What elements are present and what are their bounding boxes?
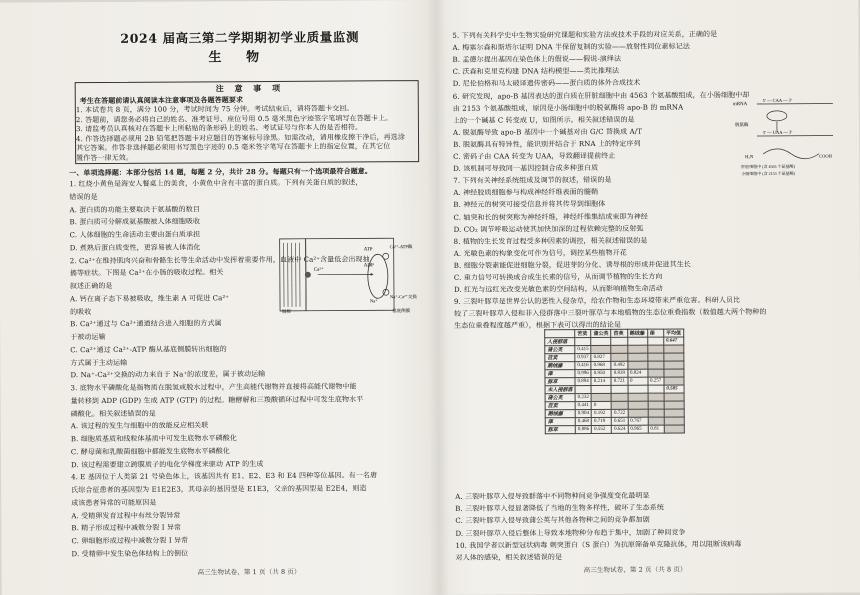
question-line: B. 细胞质基质和线粒体基质中可发生底物水平磷酸化	[70, 434, 237, 444]
figure-label: H₂N	[745, 154, 754, 160]
exam-title: 2024 届高三第二学期期初学业质量监测	[120, 29, 360, 46]
left-page	[68, 0, 424, 595]
figure-label: ATP	[363, 247, 373, 253]
table-cell	[611, 401, 627, 409]
table-cell	[628, 393, 648, 401]
figure-label: Ca²⁺	[313, 267, 324, 273]
figure-label: mRNA	[732, 102, 748, 108]
table-cell	[591, 385, 611, 393]
table-cell	[628, 401, 648, 409]
question-line: 9. 三裂叶豚草是世界公认的恶性入侵杂草，给农作物和生态环境带来严重危害。科研人员比	[453, 296, 741, 307]
page-footer-left: 高三生物试卷，第 1 页（共 8 页）	[197, 567, 301, 577]
figure-label: 小肠细胞中 (含 2153 个氨基酸)	[741, 170, 795, 177]
calcium-channel	[305, 272, 311, 278]
table-cell	[591, 337, 611, 345]
notice-item: 置作答一律无效。	[76, 153, 133, 163]
question-line: D. 红光与远红光改变光敏色素的空间结构，从而影响植物生命活动	[453, 284, 663, 294]
table-cell: 蒲公英	[545, 394, 575, 402]
question-line: D. Na⁺-Ca²⁺交换的动力来自于 Na⁺的浓度差，属于被动运输	[70, 370, 266, 380]
table-cell	[591, 393, 611, 401]
table-cell	[611, 353, 627, 361]
table-cell	[664, 345, 684, 353]
table-cell	[648, 417, 664, 425]
question-line: 1. 红烧小黄鱼是海安人餐桌上的美食，小黄鱼中含有丰富的蛋白质。下列有关蛋白质的叙述，	[69, 178, 363, 189]
table-cell	[611, 393, 627, 401]
question-line: C. 轴突和长的树突称为神经纤维，神经纤维集结成束即为神经	[453, 212, 648, 222]
notice-item: 4. 作答选择题必须用 2B 铅笔把答题卡对应题目的答案标号涂黑。如需改动，请用橡皮擦干净后，再选涂	[75, 132, 405, 143]
question-line: C. 沃森和克里克构建 DNA 结构模型——类比推理法	[452, 67, 620, 77]
table-cell	[648, 393, 664, 401]
table-row	[545, 425, 684, 434]
question-line: 磷酸化。相关叙述错误的是	[70, 409, 156, 418]
polypeptide-chain	[763, 149, 819, 159]
right-page	[452, 0, 840, 595]
table-cell: 0	[591, 401, 611, 409]
table-cell: 未入侵群落	[545, 386, 575, 394]
question-line: A. 受精卵发育过程中有丝分裂异常	[71, 511, 181, 520]
question-line: A. 三裂叶豚草入侵导致群落中不同物种间竞争强度变化最明显	[455, 491, 650, 501]
table-cell: 0.886	[575, 426, 591, 434]
table-cell: 0.894	[575, 378, 591, 386]
table-cell: 0.585	[664, 385, 684, 393]
table-cell: 豚草	[545, 378, 575, 386]
table-cell	[627, 337, 647, 345]
table-cell	[648, 385, 664, 393]
question-line: C. 三裂叶豚草入侵导致蒲公英与其他各物种之间的竞争都加剧	[455, 516, 650, 526]
notice-subheading: 考生在答题前请认真阅读本注意事项及各题答题要求	[79, 95, 244, 106]
table-cell: 0.647	[664, 337, 684, 345]
question-line: C. 卵细胞形成过程中减数分裂 I 异常	[71, 536, 189, 546]
table-cell	[664, 377, 684, 385]
table-header-cell: 蒲公英	[591, 329, 611, 337]
figure-label: Na⁺-Ca²⁺交换	[389, 294, 417, 300]
figure-label: 5' — CAA — 3'	[762, 97, 792, 103]
question-line: B. 三裂叶豚草入侵显著降低了当地的生物多样性，破坏了生态系统	[455, 503, 665, 514]
question-line: 于被动运输	[70, 332, 106, 342]
question-line: 7. 下列有关神经系统组成及调节的叙述，错误的是	[453, 176, 612, 186]
table-cell: 0	[628, 377, 648, 385]
figure-label: 基底侧膜	[392, 308, 411, 314]
page-fold	[426, 0, 450, 595]
notice-item: 3. 请监考员认真核对在答题卡上所粘贴的条形码上的姓名、考试证号与你本人的是否相符。	[75, 123, 363, 134]
table-cell: 蒲公英	[545, 346, 575, 354]
question-line: 由 2153 个氨基酸组成，原因是小肠细胞中的脱氨酶将 apo-B 的 mRNA	[452, 103, 684, 113]
table-header-cell: 平均值	[663, 329, 683, 337]
notice-item: 1. 本试卷共 8 页，满分 100 分，考试时间为 75 分钟。考试结束后，请将答题卡交回。	[75, 104, 354, 115]
question-line: B. Ca²⁺通过与 Ca²⁺通道结合进入细胞的方式属	[70, 319, 222, 329]
table-header-cell: 苣荬	[611, 329, 627, 337]
question-line: 较了三裂叶豚草入侵和非入侵群落中三裂叶豚草与本地植物的生态位重叠指数（数值越大两个物种的	[454, 308, 767, 319]
table-cell	[647, 345, 663, 353]
question-line: D. 受精卵中发生染色体结构上的倒位	[71, 549, 189, 558]
figure-label: 脱氨酶	[734, 122, 749, 128]
notice-box	[75, 80, 419, 164]
question-line: 成该患者异常的可能原因是	[71, 498, 157, 507]
table-cell	[591, 345, 611, 353]
question-line: B. 细胞分裂素能促进细胞分裂，促进芽的分化、诱导根的形成并促进其生长	[453, 260, 691, 270]
table-cell	[611, 385, 627, 393]
table-cell: 豚草	[545, 426, 575, 434]
table-cell	[575, 386, 591, 394]
figure-label: Na⁺	[369, 298, 378, 304]
question-line: 叙述正确的是	[69, 281, 113, 291]
table-header-cell	[545, 330, 575, 338]
question-line: A. 神经胶质细胞参与构成神经纤维表面的髓鞘	[453, 188, 599, 198]
table-cell: 0.968	[591, 361, 611, 369]
question-line: 10. 我国学者以新型冠状病毒 刺突蛋白（S 蛋白）为抗原筛备单克隆抗体，用以阻断该病毒	[455, 539, 742, 550]
question-line: D. 该过程需要建立跨膜质子的电化学梯度来驱动 ATP 的生成	[70, 459, 264, 469]
table-cell: 0.824	[627, 369, 647, 377]
table-cell: 0.232	[575, 394, 591, 402]
question-line: 对人体的感染，相关叙述错误的是	[455, 553, 563, 562]
table-cell	[648, 409, 664, 417]
section-one-heading: 一、单项选择题：本部分包括 14 题，每题 2 分，共计 28 分。每题只有一个选项最符合题意。	[69, 166, 373, 178]
niche-overlap-table	[544, 328, 684, 434]
table-cell: 0.950	[591, 369, 611, 377]
question-line: B. 神经元的树突可接受信息并将其传导到细胞体	[453, 200, 606, 210]
table-cell: 0.415	[575, 346, 591, 354]
figure-label: 5' — UAA — 3'	[762, 129, 793, 135]
table-cell: 0.719	[591, 417, 611, 425]
question-line: D. 尼伦伯格和马太破译遗传密码——蛋白质的体外合成技术	[452, 79, 641, 89]
question-line: 量转移到 ADP (GDP) 生成 ATP (GTP) 的过程。糖酵解和三羧酸循环过程中可发生底物水平	[70, 395, 364, 405]
table-cell: 入侵群落	[545, 338, 575, 346]
question-line: 6. 研究发现，apo-B 基因表达的蛋白质在肝脏细胞中由 4563 个氨基酸组成，在小肠细胞中却	[452, 90, 750, 101]
table-cell	[627, 353, 647, 361]
question-line: 错误的是	[69, 192, 98, 201]
table-cell: 0.722	[611, 409, 627, 417]
table-cell: 苣荬	[545, 354, 575, 362]
basolateral-membrane	[368, 254, 388, 298]
table-cell: 0.651	[612, 417, 628, 425]
table-cell: 0.416	[575, 362, 591, 370]
question-line: B. 蛋白质可分解成氨基酸被人体细胞吸收	[69, 217, 201, 227]
question-line: A. 梅塞尔森和斯塔尔证明 DNA 半保留复制的实验——放射性同位素标记法	[452, 42, 690, 52]
subject-title: 生 物	[208, 49, 270, 66]
question-line: A. 蛋白质的功能主要取决于氨基酸的数目	[69, 204, 200, 214]
question-line: 2. Ca²⁺在维持肌肉兴奋和骨骼生长等生命活动中发挥着重要作用，血液中 Ca²⁺含量低会出现抽	[69, 254, 370, 265]
table-header-cell: 鹅绒藤	[627, 329, 647, 337]
question-line: D. 煮熟后蛋白质变性，更容易被人体消化	[69, 243, 201, 252]
table-cell	[664, 393, 684, 401]
table-cell: 鹅绒藤	[545, 362, 575, 370]
question-line: 上的一个碱基 C 转变成 U，如图所示。相关叙述错误的是	[452, 115, 635, 125]
question-line: 5. 下列有关科学史中生物实验研究课题和实验方法或技术手段的对应关系，正确的是	[452, 30, 718, 40]
figure-label: 肠腔	[282, 308, 292, 314]
question-line: 8. 植物的生长发育过程受多种因素的调控，相关叙述错误的是	[453, 236, 648, 246]
table-cell	[627, 361, 647, 369]
page-footer-right: 高三生物试卷，第 2 页（共 8 页）	[583, 565, 687, 575]
question-line: C. 人体细胞的生命活动主要由蛋白质承担	[69, 230, 201, 240]
table-cell	[628, 385, 648, 393]
table-cell	[628, 409, 648, 417]
table-cell: 葎	[545, 418, 575, 426]
table-cell: 0.624	[612, 425, 628, 433]
question-line: A. 脱氨酶导致 apo-B 基因中一个碱基对由 G/C 替换成 A/T	[452, 127, 642, 137]
table-cell: 0.721	[611, 377, 627, 385]
calcium-absorption-figure	[278, 236, 420, 315]
table-cell	[664, 361, 684, 369]
table-cell	[647, 353, 663, 361]
question-line: 搐等症状。下图是 Ca²⁺在小肠的吸收过程。相关	[69, 268, 224, 278]
table-cell: 0.81	[648, 425, 664, 433]
table-cell	[664, 425, 684, 433]
table-header-cell: 苦荬	[575, 330, 591, 338]
table-cell: 0.492	[611, 361, 627, 369]
table-cell	[664, 417, 684, 425]
question-line: D. CO₂ 调节呼吸运动使其加快加深的过程依赖完整的反射弧	[453, 224, 644, 234]
question-line: C. 酵母菌和乳酸菌细胞中都能发生底物水平磷酸化	[70, 446, 230, 456]
figure-label: Ca²⁺-ATP酶	[389, 244, 413, 250]
question-line: B. 孟德尔提出基因在染色体上的假说——假说-演绎法	[452, 55, 622, 65]
table-cell	[647, 369, 663, 377]
table-cell: 0.904	[575, 410, 591, 418]
table-cell	[664, 409, 684, 417]
question-line: D. 三裂叶豚草入侵后整体上导致本地物种分布趋于集中，加剧了种间竞争	[455, 528, 686, 538]
table-cell: 葎	[545, 370, 575, 378]
table-header-cell: 葎	[647, 329, 663, 337]
table-cell: 0.839	[611, 369, 627, 377]
calcium-atpase	[383, 253, 389, 259]
notice-item: 2. 答题前，请您务必将自己的姓名、准考证号、座位号用 0.5 毫米黑色字迹签字笔填写在答题卡上。	[75, 113, 393, 124]
question-line: D. 该机制可导致同一基因控制合成多种蛋白质	[453, 164, 599, 173]
mrna-editing-figure	[733, 96, 837, 179]
question-line: 氏综合征患者的基因型为 E1E2E3，其母亲的基因型是 E1E3，父亲的基因型是 E2E4，则造	[71, 484, 367, 495]
question-line: 生态位重叠程度越严重），根据下表可以得出的结论是	[454, 321, 622, 331]
table-cell	[627, 345, 647, 353]
table-cell	[647, 337, 663, 345]
table-cell	[575, 338, 591, 346]
notice-heading: 注 意 事 项	[215, 82, 285, 94]
question-line: B. 精子形成过程中减数分裂 I 异常	[71, 523, 182, 533]
table-cell	[611, 345, 627, 353]
question-line: 的吸收	[70, 307, 92, 316]
table-cell	[664, 369, 684, 377]
table-cell: 苣荬	[545, 402, 575, 410]
table-cell	[664, 401, 684, 409]
question-line: A. 光敏色素的构象变化可作为信号，调控某些植物开花	[453, 248, 627, 258]
table-cell: 鹅绒藤	[545, 410, 575, 418]
table-cell: 0.767	[628, 417, 648, 425]
notice-item: 其它答案。作答非选择题必须用书写黑色字迹的 0.5 毫米签字笔写在答题卡上的指定位置，在其它位	[76, 142, 391, 153]
question-line: C. 密码子由 CAA 转变为 UAA，导致翻译提前终止	[453, 151, 616, 161]
question-line: A. 该过程的发生与细胞中的放能反应相关联	[70, 421, 209, 431]
question-line: 方式属于主动运输	[70, 358, 128, 367]
figure-label: ADP	[363, 263, 374, 269]
deaminase-enzyme	[767, 111, 787, 121]
table-cell	[648, 401, 664, 409]
figure-label: 肝脏细胞中 (含 4563 个氨基酸)	[741, 163, 795, 170]
table-cell	[647, 361, 663, 369]
question-line: 4. E 基因位于人类第 21 号染色体上，该基因共有 E1、E2、E3 和 E4 四种等位基因。有一名唐	[71, 471, 378, 482]
table-cell: 0.257	[648, 377, 664, 385]
table-cell: 0.192	[591, 409, 611, 417]
table-cell	[611, 337, 627, 345]
table-cell	[664, 353, 684, 361]
question-line: A. 钙在离子态下易被吸收，维生素 A 可促进 Ca²⁺	[69, 293, 230, 303]
question-line: 3. 底物水平磷酸化是指物质在脱氢或脱水过程中，产生高能代谢物并直接将高能代谢物中能	[70, 382, 357, 393]
table-cell: 0.441	[575, 402, 591, 410]
table-cell: 0.214	[591, 377, 611, 385]
table-cell: 0.937	[575, 354, 591, 362]
question-line: C. Ca²⁺通过 Ca²⁺-ATP 酶从基底侧膜转出细胞的	[70, 344, 227, 354]
question-line: B. 脱氨酶具有特异性，能识别并结合于 RNA 上的特定序列	[453, 139, 641, 149]
question-line: C. 重力信号可转换成合成生长素的信号，从而调节植物的生长方向	[453, 272, 663, 282]
figure-label: COOH	[819, 153, 832, 159]
table-cell: 0.468	[575, 418, 591, 426]
table-cell: 0.965	[628, 425, 648, 433]
table-cell: 0.552	[592, 425, 612, 433]
table-cell: 0.996	[575, 370, 591, 378]
table-cell: 0.827	[591, 353, 611, 361]
